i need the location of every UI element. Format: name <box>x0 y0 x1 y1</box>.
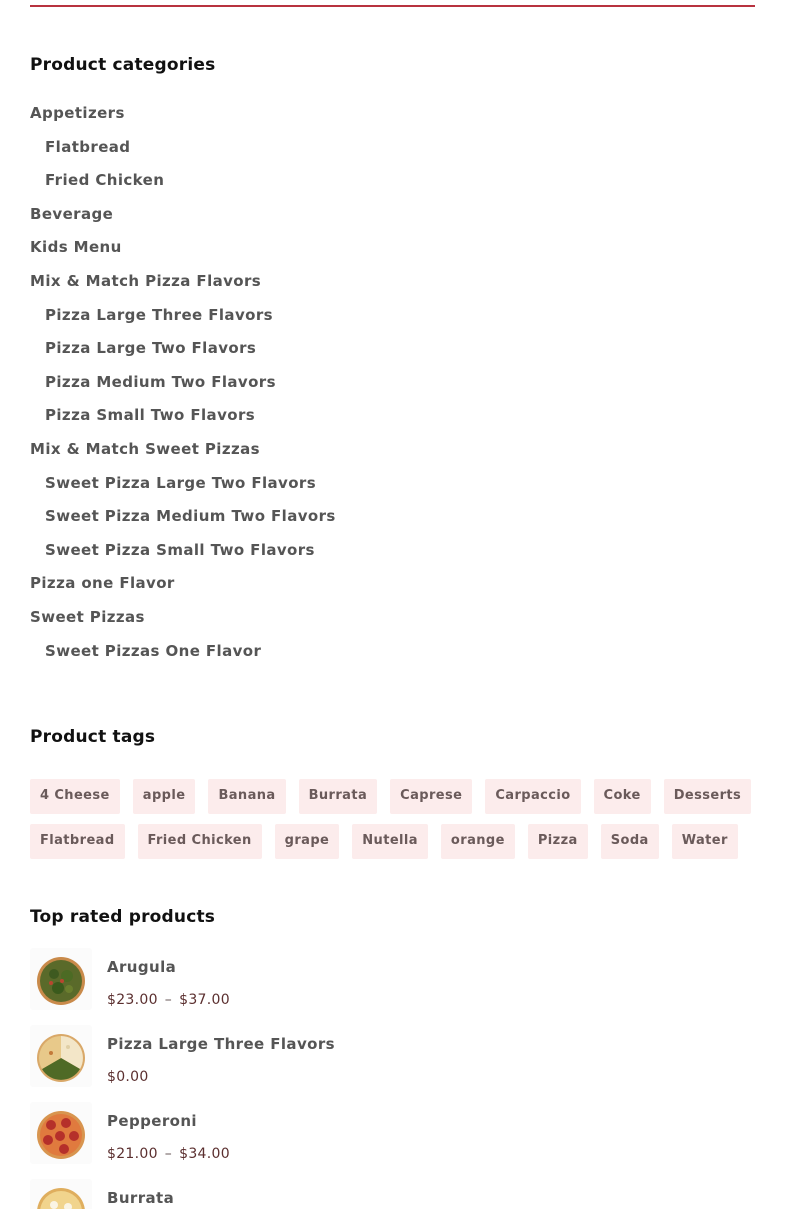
arugula-pizza-icon <box>36 956 86 1006</box>
price-separator: – <box>164 992 173 1008</box>
category-pizza-medium-two[interactable]: Pizza Medium Two Flavors <box>45 372 276 391</box>
tag-grape[interactable]: grape <box>275 824 340 859</box>
top-rated-title: Top rated products <box>30 907 216 927</box>
category-pizza-one-flavor[interactable]: Pizza one Flavor <box>30 574 175 593</box>
price-low: $23.00 <box>107 992 158 1008</box>
tag-4-cheese[interactable]: 4 Cheese <box>30 779 120 814</box>
price-separator: – <box>164 1146 173 1162</box>
category-mix-match-pizza[interactable]: Mix & Match Pizza Flavors <box>30 271 262 290</box>
product-item <box>30 1102 755 1179</box>
category-sweet-large-two[interactable]: Sweet Pizza Large Two Flavors <box>45 473 317 492</box>
category-mix-match-sweet[interactable]: Mix & Match Sweet Pizzas <box>30 439 260 458</box>
category-sweet-pizzas[interactable]: Sweet Pizzas <box>30 607 145 626</box>
category-kids-menu[interactable]: Kids Menu <box>30 238 122 257</box>
product-item <box>30 1025 755 1102</box>
category-sweet-medium-two[interactable]: Sweet Pizza Medium Two Flavors <box>45 507 336 526</box>
divider-rule <box>30 5 755 7</box>
product-price <box>107 992 230 1008</box>
product-thumbnail[interactable] <box>30 948 92 1010</box>
tag-burrata[interactable]: Burrata <box>299 779 378 814</box>
tag-nutella[interactable]: Nutella <box>352 824 428 859</box>
category-flatbread[interactable]: Flatbread <box>45 137 131 156</box>
category-pizza-small-two[interactable]: Pizza Small Two Flavors <box>45 406 256 425</box>
category-beverage[interactable]: Beverage <box>30 204 114 223</box>
tag-water[interactable]: Water <box>672 824 738 859</box>
product-name[interactable]: Arugula <box>107 958 177 976</box>
tag-soda[interactable]: Soda <box>601 824 659 859</box>
product-price <box>107 1146 230 1162</box>
product-name[interactable]: Burrata <box>107 1189 175 1207</box>
price-high: $37.00 <box>179 992 230 1008</box>
categories-list <box>30 101 336 672</box>
tag-orange[interactable]: orange <box>441 824 515 859</box>
price-low: $21.00 <box>107 1146 158 1162</box>
tag-caprese[interactable]: Caprese <box>390 779 472 814</box>
tag-cloud <box>30 779 755 869</box>
product-name[interactable]: Pizza Large Three Flavors <box>107 1035 335 1053</box>
product-name[interactable]: Pepperoni <box>107 1112 197 1130</box>
category-sweet-pizzas-one[interactable]: Sweet Pizzas One Flavor <box>45 641 262 660</box>
product-price: $0.00 <box>107 1069 149 1085</box>
tag-apple[interactable]: apple <box>133 779 196 814</box>
tag-fried-chicken[interactable]: Fried Chicken <box>138 824 262 859</box>
tag-desserts[interactable]: Desserts <box>664 779 751 814</box>
tag-flatbread[interactable]: Flatbread <box>30 824 125 859</box>
three-flavor-pizza-icon <box>36 1033 86 1083</box>
tag-pizza[interactable]: Pizza <box>528 824 588 859</box>
pepperoni-pizza-icon <box>36 1110 86 1160</box>
category-appetizers[interactable]: Appetizers <box>30 104 125 122</box>
categories-title: Product categories <box>30 55 216 75</box>
tag-row <box>30 824 755 859</box>
category-pizza-large-two[interactable]: Pizza Large Two Flavors <box>45 339 257 358</box>
product-thumbnail[interactable] <box>30 1025 92 1087</box>
product-item <box>30 1179 755 1209</box>
tag-coke[interactable]: Coke <box>594 779 651 814</box>
tag-carpaccio[interactable]: Carpaccio <box>485 779 580 814</box>
product-item <box>30 948 755 1025</box>
category-sweet-small-two[interactable]: Sweet Pizza Small Two Flavors <box>45 540 315 559</box>
burrata-pizza-icon <box>36 1187 86 1209</box>
category-fried-chicken[interactable]: Fried Chicken <box>45 171 165 190</box>
price-high: $34.00 <box>179 1146 230 1162</box>
tag-row <box>30 779 755 814</box>
tag-banana[interactable]: Banana <box>208 779 285 814</box>
category-pizza-large-three[interactable]: Pizza Large Three Flavors <box>45 305 273 324</box>
tags-title: Product tags <box>30 727 156 747</box>
top-rated-list <box>30 948 755 1209</box>
product-thumbnail[interactable] <box>30 1179 92 1209</box>
product-thumbnail[interactable] <box>30 1102 92 1164</box>
